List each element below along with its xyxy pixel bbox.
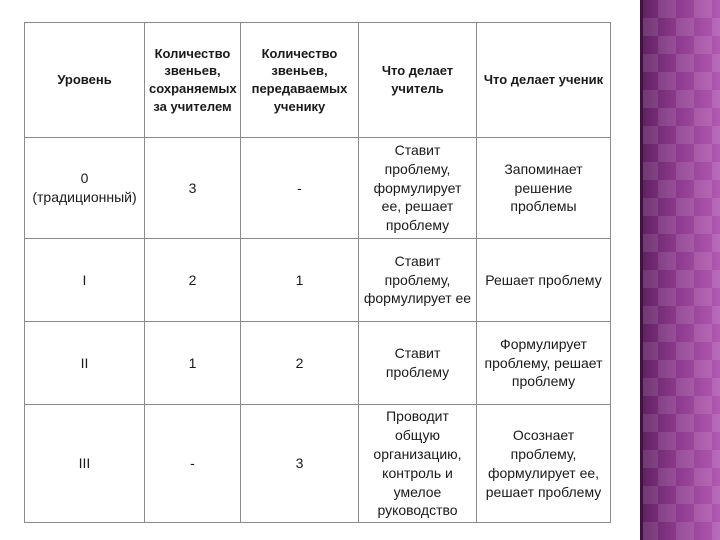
teacher-links-cell: 2 xyxy=(145,239,241,322)
table-row xyxy=(25,322,611,405)
table-row xyxy=(25,239,611,322)
student-links-cell: 2 xyxy=(241,322,359,405)
student-does-cell: Запоминает решение проблемы xyxy=(477,138,611,239)
teacher-links-cell: 3 xyxy=(145,138,241,239)
decorative-side-panel xyxy=(640,0,720,540)
student-links-cell: 3 xyxy=(241,405,359,523)
levels-table xyxy=(24,22,611,523)
header-student-links: Количество звеньев, передаваемых ученику xyxy=(241,23,359,138)
student-does-cell: Осознает проблему, формулирует ее, решает проблему xyxy=(477,405,611,523)
teacher-does-cell: Проводит общую организацию, контроль и умелое руководство xyxy=(359,405,477,523)
level-cell: III xyxy=(25,405,145,523)
header-level: Уровень xyxy=(25,23,145,138)
header-teacher-does: Что делает учитель xyxy=(359,23,477,138)
table-row xyxy=(25,138,611,239)
teacher-does-cell: Ставит проблему xyxy=(359,322,477,405)
level-cell: II xyxy=(25,322,145,405)
teacher-links-cell: - xyxy=(145,405,241,523)
header-student-does: Что делает ученик xyxy=(477,23,611,138)
teacher-links-cell: 1 xyxy=(145,322,241,405)
student-links-cell: 1 xyxy=(241,239,359,322)
table-header-row xyxy=(25,23,611,138)
teacher-does-cell: Ставит проблему, формулирует ее xyxy=(359,239,477,322)
student-does-cell: Формулирует проблему, решает проблему xyxy=(477,322,611,405)
level-cell: I xyxy=(25,239,145,322)
student-links-cell: - xyxy=(241,138,359,239)
level-cell: 0 (традиционный) xyxy=(25,138,145,239)
table-row xyxy=(25,405,611,523)
header-teacher-links: Количество звеньев, сохраняемых за учителем xyxy=(145,23,241,138)
teacher-does-cell: Ставит проблему, формулирует ее, решает проблему xyxy=(359,138,477,239)
student-does-cell: Решает проблему xyxy=(477,239,611,322)
